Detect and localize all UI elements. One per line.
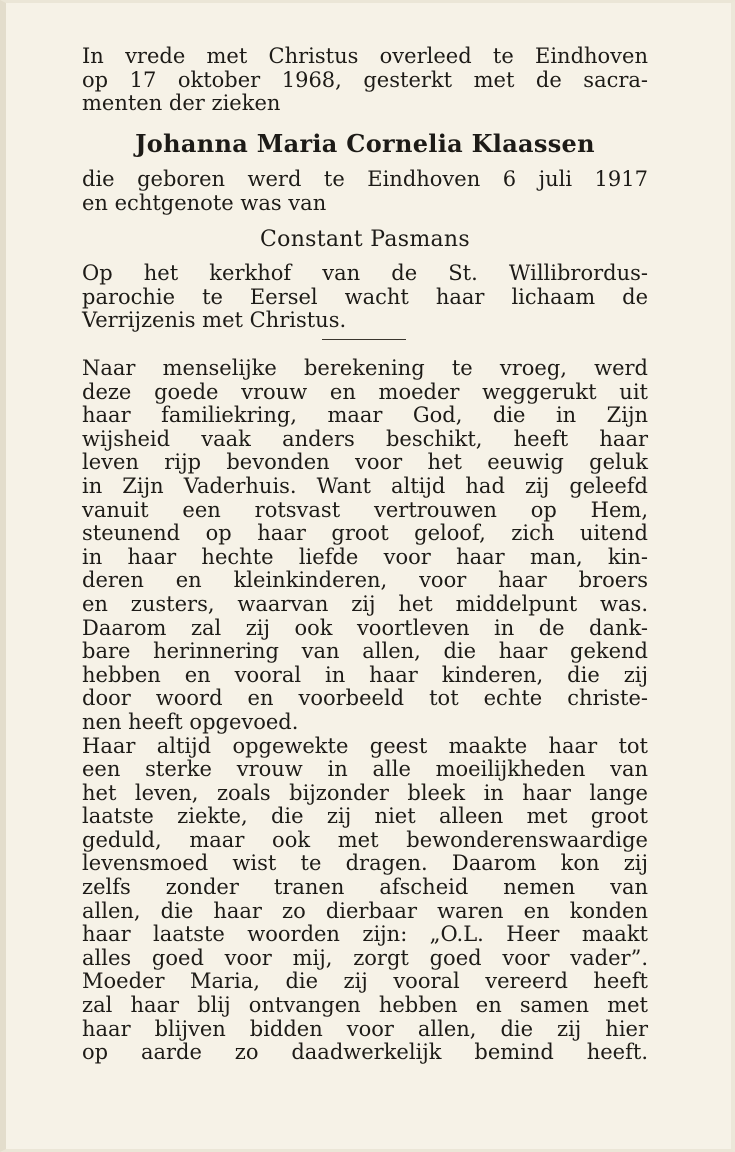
eulogy-line: een sterke vrouw in alle moeilijkheden van	[82, 757, 648, 782]
spouse-name: Constant Pasmans	[260, 227, 470, 252]
intro-line: op 17 oktober 1968, gesterkt met de sacra-	[82, 67, 648, 92]
eulogy-line: en zusters, waarvan zij het middelpunt was.	[82, 591, 648, 616]
burial-text	[82, 262, 648, 333]
burial-line: Verrijzenis met Christus.	[82, 308, 347, 333]
eulogy-line: Haar altijd opgewekte geest maakte haar tot	[82, 733, 648, 758]
eulogy-line: haar blijven bidden voor allen, die zij hier	[82, 1016, 648, 1041]
burial-line: Op het kerkhof van de St. Willibrordus-	[82, 261, 648, 285]
eulogy-line: laatste ziekte, die zij niet alleen met groot	[82, 804, 648, 829]
intro-line: In vrede met Christus overleed te Eindhoven	[82, 44, 648, 68]
intro-line: menten der zieken	[82, 91, 281, 116]
eulogy-line: allen, die haar zo dierbaar waren en konden	[82, 898, 648, 923]
birth-line: die geboren werd te Eindhoven 6 juli 1917	[82, 167, 648, 191]
intro-text	[82, 45, 648, 116]
eulogy-line: haar familiekring, maar God, die in Zijn	[82, 403, 648, 428]
burial-line: parochie te Eersel wacht haar lichaam de	[82, 284, 648, 309]
eulogy-line: in Zijn Vaderhuis. Want altijd had zij geleefd	[82, 473, 648, 498]
birth-text	[82, 168, 648, 215]
eulogy-line: deze goede vrouw en moeder weggerukt uit	[82, 379, 648, 404]
eulogy-line: deren en kleinkinderen, voor haar broers	[82, 568, 648, 593]
eulogy-line: steunend op haar groot geloof, zich uitend	[82, 521, 648, 546]
eulogy-line: bare herinnering van allen, die haar gekend	[82, 639, 648, 664]
eulogy-line: zal haar blij ontvangen hebben en samen met	[82, 993, 648, 1018]
eulogy-line: haar laatste woorden zijn: „O.L. Heer maakt	[82, 922, 648, 947]
eulogy-line: alles goed voor mij, zorgt goed voor vader”.	[82, 945, 648, 970]
eulogy-line: leven rijp bevonden voor het eeuwig geluk	[82, 450, 648, 475]
eulogy-text	[82, 357, 648, 1065]
eulogy-line: nen heeft opgevoed.	[82, 709, 299, 734]
eulogy-line: vanuit een rotsvast vertrouwen op Hem,	[82, 497, 648, 522]
eulogy-line: het leven, zoals bijzonder bleek in haar lange	[82, 780, 648, 805]
eulogy-line: wijsheid vaak anders beschikt, heeft haar	[82, 426, 648, 451]
birth-line: en echtgenote was van	[82, 190, 327, 215]
deceased-name: Johanna Maria Cornelia Klaassen	[135, 129, 595, 158]
eulogy-line: Daarom zal zij ook voortleven in de dank-	[82, 615, 648, 640]
eulogy-line: in haar hechte liefde voor haar man, kin-	[82, 544, 648, 569]
eulogy-line: Naar menselijke berekening te vroeg, werd	[82, 356, 648, 380]
eulogy-line: levensmoed wist te dragen. Daarom kon zij	[82, 851, 648, 876]
eulogy-line: Moeder Maria, die zij vooral vereerd heeft	[82, 969, 648, 994]
eulogy-line: door woord en voorbeeld tot echte christe-	[82, 686, 648, 711]
eulogy-line: hebben en vooral in haar kinderen, die zij	[82, 662, 648, 687]
eulogy-line: zelfs zonder tranen afscheid nemen van	[82, 875, 648, 900]
section-divider	[322, 339, 406, 340]
eulogy-line: op aarde zo daadwerkelijk bemind heeft.	[82, 1040, 648, 1065]
eulogy-line: geduld, maar ook met bewonderenswaardige	[82, 827, 648, 852]
